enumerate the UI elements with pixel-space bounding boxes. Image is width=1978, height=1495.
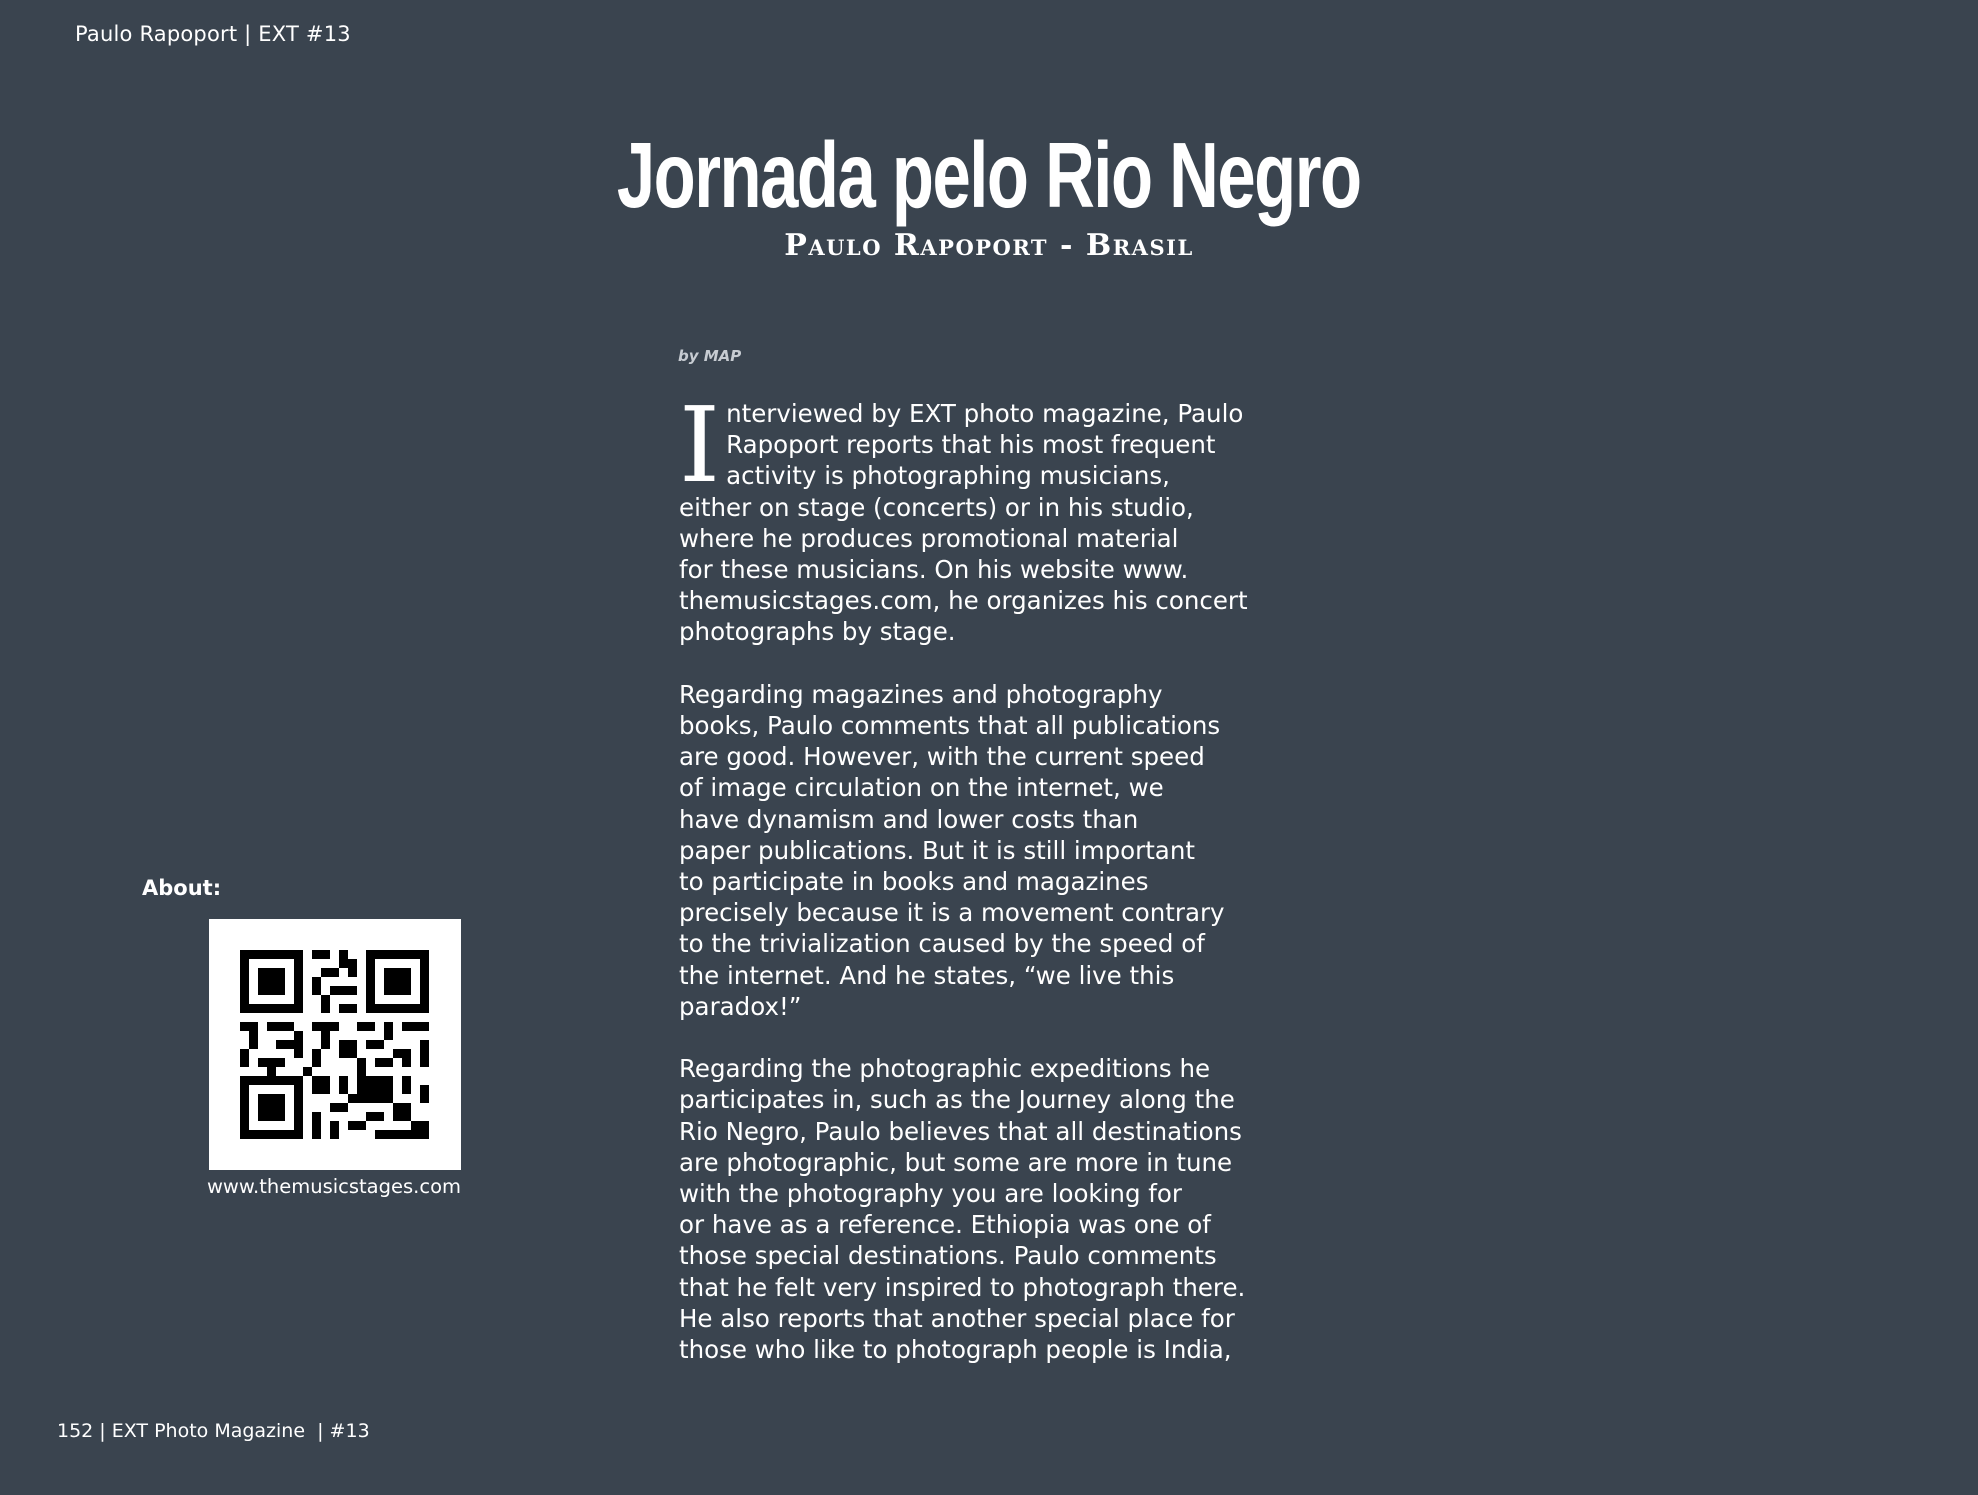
text-line: Rapoport reports that his most frequent <box>726 430 1216 460</box>
text-line: paradox!” <box>679 991 802 1021</box>
text-line: photographs by stage. <box>679 617 956 647</box>
text-line: or have as a reference. Ethiopia was one of <box>679 1210 1211 1240</box>
article-title: Jornada pelo Rio Negro <box>616 123 1361 227</box>
text-line: to participate in books and magazines <box>679 867 1149 897</box>
text-line: He also reports that another special place for <box>679 1303 1235 1333</box>
text-line: Regarding magazines and photography <box>679 679 1163 709</box>
paragraph-1 <box>679 384 1319 648</box>
text-line: are photographic, but some are more in tune <box>679 1147 1233 1177</box>
text-line: precisely because it is a movement contrary <box>679 898 1225 928</box>
text-line: activity is photographing musicians, <box>726 461 1170 491</box>
text-line: to the trivialization caused by the speed of <box>679 929 1205 959</box>
text-line: nterviewed by EXT photo magazine, Paulo <box>726 399 1244 428</box>
drop-cap: I <box>679 384 721 506</box>
text-line: themusicstages.com, he organizes his concert <box>679 586 1248 616</box>
text-line: of image circulation on the internet, we <box>679 773 1164 803</box>
article-subtitle: Paulo Rapoport - Brasil <box>784 228 1194 263</box>
website-url[interactable]: www.themusicstages.com <box>206 1175 462 1198</box>
text-line: for these musicians. On his website www. <box>679 555 1189 585</box>
text-line: those special destinations. Paulo comments <box>679 1241 1217 1271</box>
text-line: that he felt very inspired to photograph there. <box>679 1272 1246 1302</box>
qr-code[interactable] <box>209 919 461 1170</box>
text-line: either on stage (concerts) or in his studio, <box>679 492 1194 522</box>
text-line: are good. However, with the current speed <box>679 742 1205 772</box>
qr-code-icon <box>240 950 429 1139</box>
page-folio: 152 | EXT Photo Magazine | #13 <box>57 1420 370 1442</box>
paragraph-2 <box>679 679 1319 1022</box>
text-line: paper publications. But it is still important <box>679 835 1195 865</box>
text-line: books, Paulo comments that all publications <box>679 711 1221 741</box>
running-head: Paulo Rapoport | EXT #13 <box>75 22 351 46</box>
text-line: Regarding the photographic expeditions he <box>679 1054 1211 1084</box>
text-line: Rio Negro, Paulo believes that all destinations <box>679 1116 1242 1146</box>
text-line: participates in, such as the Journey along the <box>679 1085 1235 1115</box>
paragraph-3 <box>679 1053 1319 1365</box>
article-body <box>679 384 1319 1396</box>
text-line: have dynamism and lower costs than <box>679 804 1139 834</box>
text-line: the internet. And he states, “we live this <box>679 960 1175 990</box>
text-line: those who like to photograph people is India, <box>679 1335 1232 1365</box>
about-label: About: <box>142 876 222 900</box>
byline: by MAP <box>678 347 742 365</box>
text-line: with the photography you are looking for <box>679 1179 1182 1209</box>
text-line: where he produces promotional material <box>679 523 1179 553</box>
